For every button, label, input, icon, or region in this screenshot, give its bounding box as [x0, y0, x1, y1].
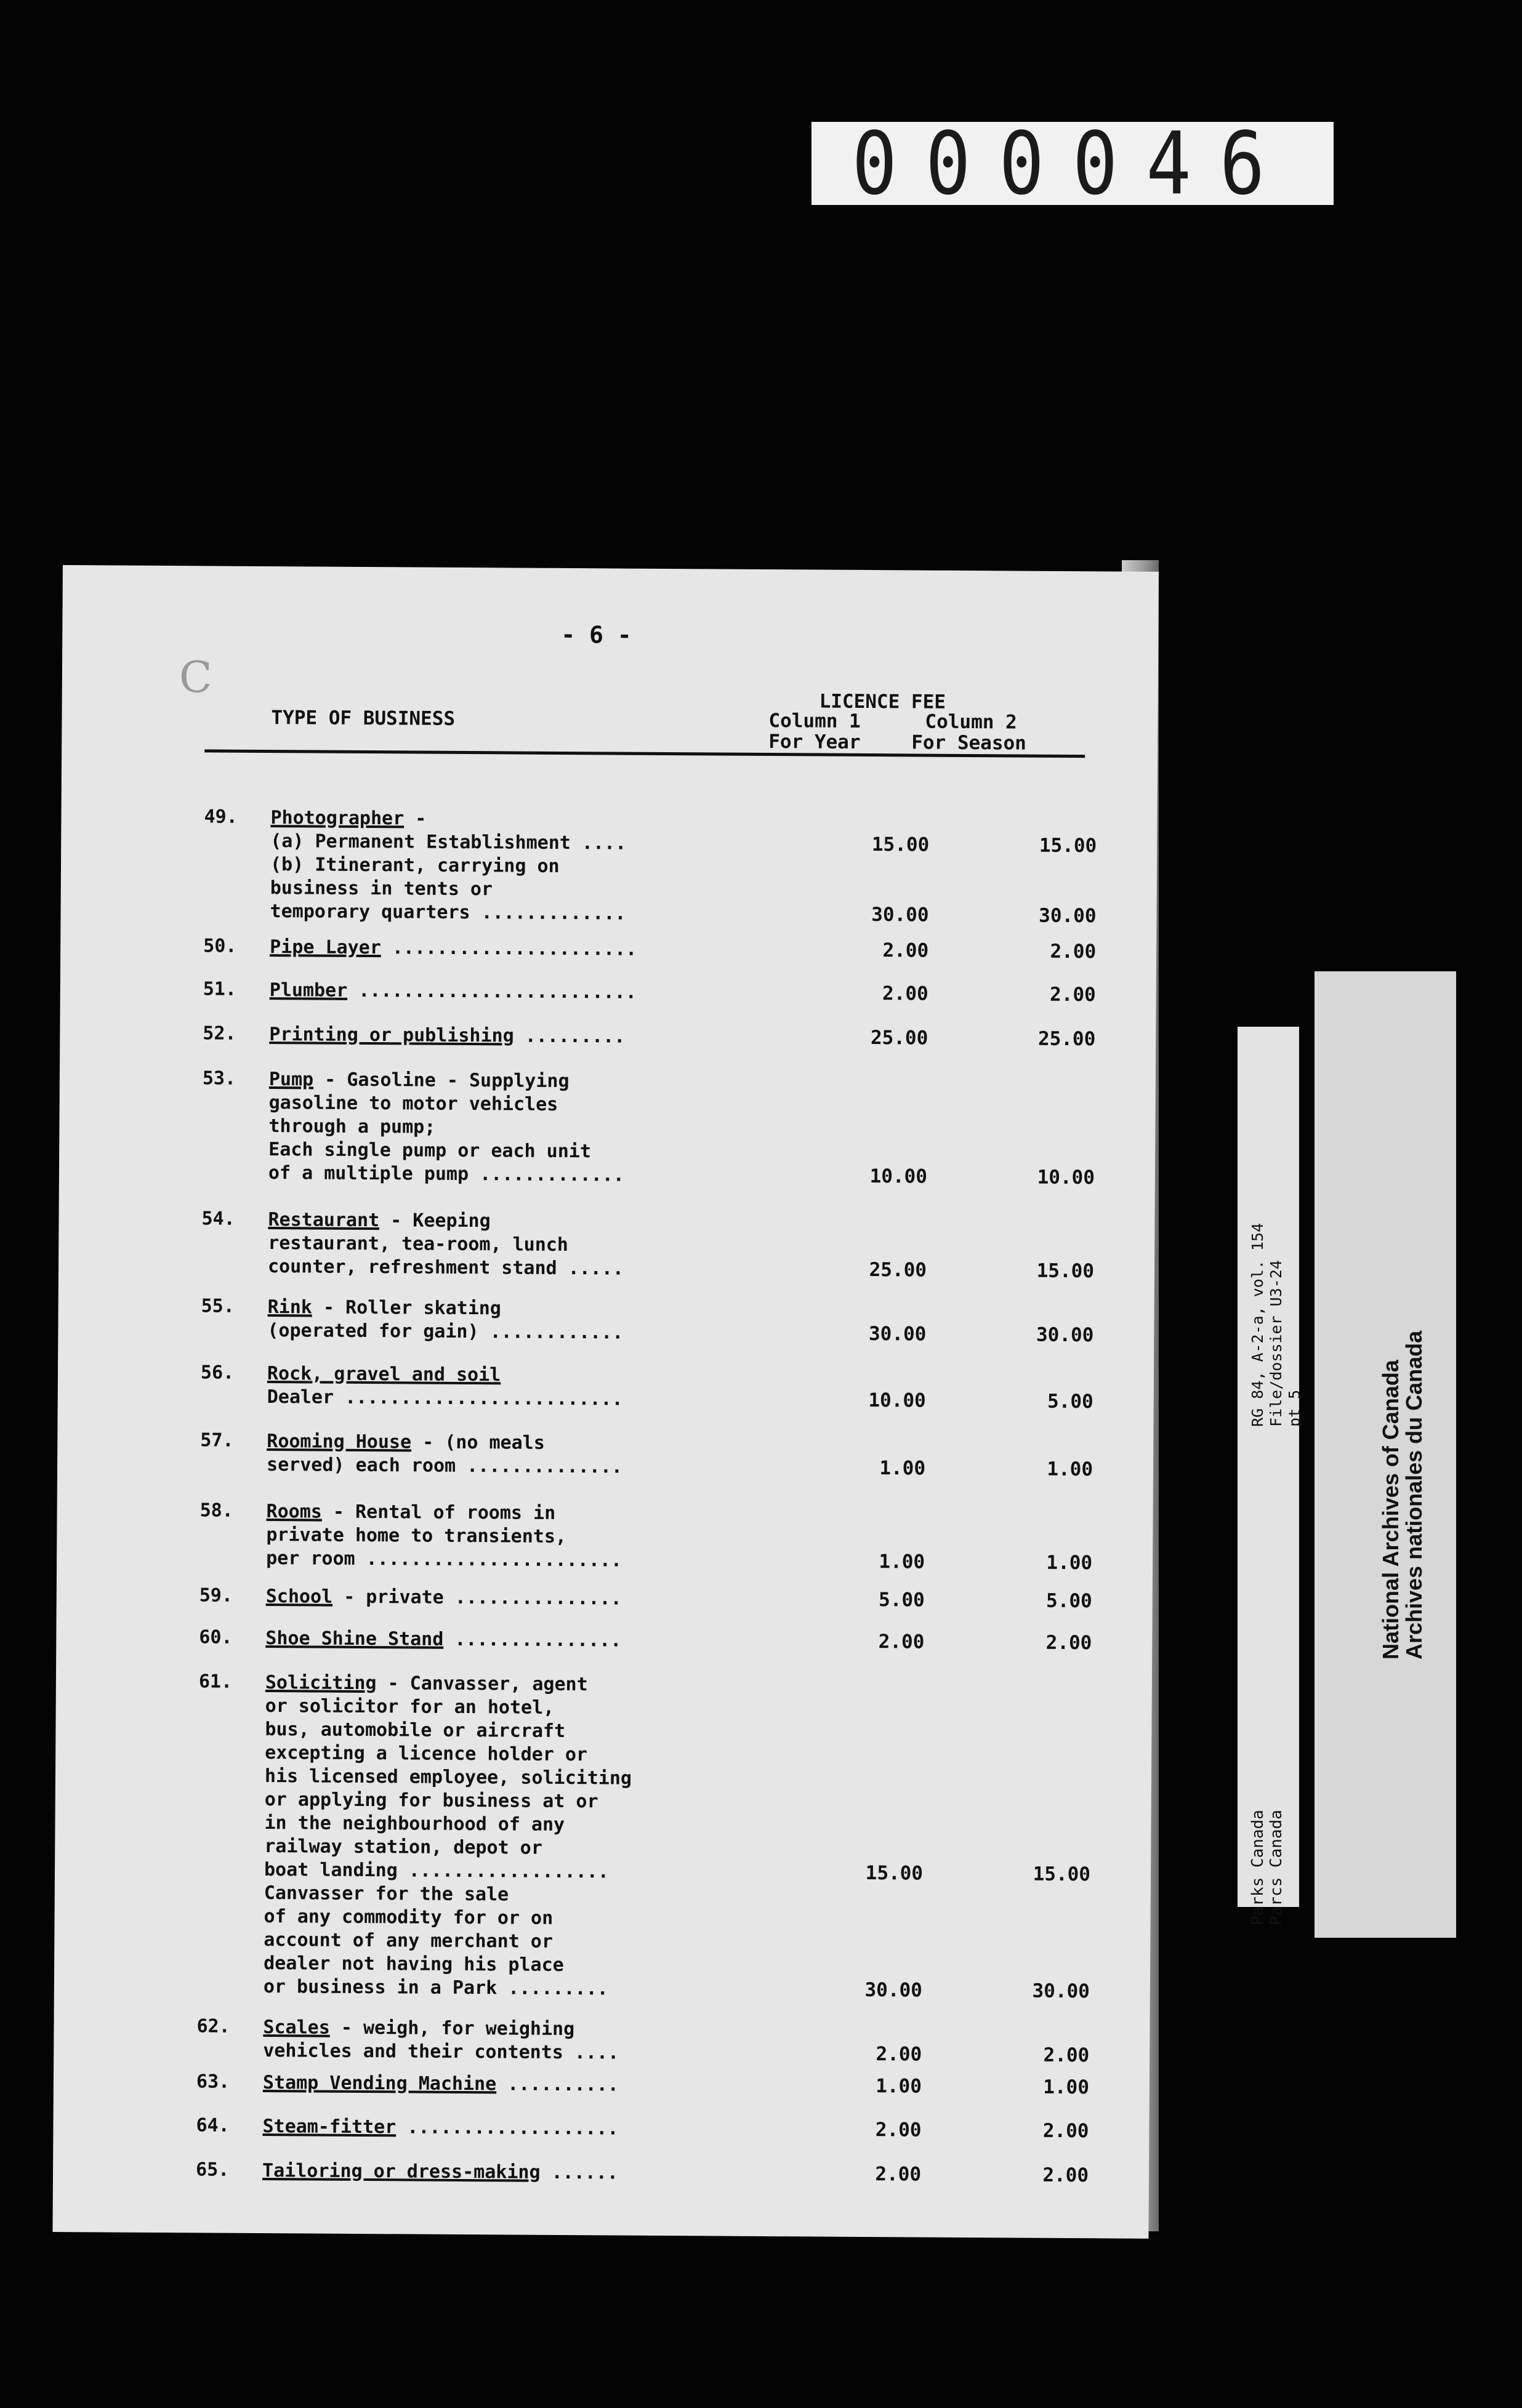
archives-line-1: National Archives of Canada [1378, 1360, 1403, 1660]
fee-per-season: 5.00 [1045, 1589, 1092, 1613]
entry-description [268, 1208, 736, 1282]
fee-per-year: 2.00 [882, 982, 928, 1005]
fee-per-year: 2.00 [882, 939, 929, 962]
fee-per-year: 30.00 [871, 904, 929, 926]
entry-number: 61. [198, 1671, 233, 1693]
entry-line: Shoe Shine Stand ............... [265, 1627, 622, 1651]
entry-description [266, 1500, 735, 1573]
entry-line: Rink - Roller skating [267, 1296, 502, 1320]
page-number: - 6 - [561, 620, 632, 649]
entry-number: 62. [196, 2015, 230, 2037]
fee-per-season: 15.00 [1039, 834, 1097, 857]
entry-line: (a) Permanent Establishment .... [270, 830, 627, 854]
entry-line: Rooms - Rental of rooms in [266, 1501, 556, 1524]
entry-description [269, 1023, 737, 1049]
entry-line: excepting a licence holder or [265, 1742, 588, 1766]
entry-number: 65. [195, 2159, 230, 2181]
entry-number: 64. [196, 2114, 230, 2137]
entry-line: Tailoring or dress-making ...... [262, 2160, 619, 2184]
entry-line: vehicles and their contents .... [263, 2040, 619, 2064]
fee-per-year: 2.00 [875, 2119, 922, 2141]
entry-line: business in tents or [270, 877, 493, 901]
entry-line: temporary quarters ............. [270, 901, 626, 925]
entry-number: 55. [201, 1295, 235, 1317]
fee-per-season: 1.00 [1047, 1458, 1093, 1481]
entry-line: Plumber ......................... [269, 979, 637, 1003]
entry-line: gasoline to motor vehicles [268, 1092, 558, 1115]
fee-per-season: 1.00 [1046, 1551, 1093, 1575]
fee-per-season: 2.00 [1042, 2164, 1089, 2187]
entry-line: Photographer - [270, 807, 427, 830]
agency-line-2: Parcs Canada [1267, 1810, 1286, 1925]
fee-per-season: 30.00 [1039, 904, 1097, 928]
entry-line: of any commodity for or on [264, 1906, 554, 1929]
entry-row [53, 2158, 1149, 2187]
entry-line: Rooming House - (no meals [267, 1431, 545, 1454]
entry-line: (b) Itinerant, carrying on [270, 854, 560, 877]
fee-per-year: 15.00 [865, 1862, 924, 1885]
entry-line: in the neighbourhood of any [264, 1812, 565, 1836]
agency-text [1249, 1810, 1286, 1925]
entry-line: of a multiple pump ............. [268, 1162, 625, 1186]
entry-row [56, 1626, 1152, 1655]
fee-per-year: 1.00 [876, 2075, 922, 2098]
entry-row [58, 1361, 1154, 1413]
fee-per-season: 2.00 [1045, 1631, 1092, 1655]
header-col2-line2: For Season [911, 731, 1027, 755]
entry-line: (operated for gain) ............ [267, 1320, 624, 1344]
entry-row [57, 1499, 1153, 1575]
entry-row [62, 805, 1158, 928]
entry-row [60, 934, 1156, 963]
archives-label [1315, 971, 1456, 1938]
entry-number: 63. [196, 2071, 230, 2093]
entry-line: Scales - weigh, for weighing [263, 2017, 575, 2041]
entry-row [58, 1294, 1154, 1347]
fee-per-season: 2.00 [1042, 2119, 1089, 2143]
archive-reference-text [1249, 1223, 1304, 1427]
entry-line: School - private ............... [265, 1586, 622, 1610]
entry-line: his licensed employee, soliciting [264, 1765, 632, 1789]
archives-text [1379, 1331, 1426, 1660]
agency-line-1: Parks Canada [1249, 1810, 1267, 1925]
fee-per-season: 15.00 [1033, 1863, 1091, 1886]
fee-per-year: 10.00 [868, 1389, 926, 1412]
fee-per-season: 30.00 [1032, 1980, 1090, 2003]
header-licence-fee: LICENCE FEE [819, 690, 946, 713]
entry-line: or applying for business at or [264, 1789, 598, 1813]
entry-description [267, 1296, 735, 1346]
entry-number: 60. [199, 1626, 233, 1648]
fee-per-season: 2.00 [1043, 2044, 1090, 2067]
fee-per-year: 15.00 [871, 833, 930, 856]
entry-row [57, 1429, 1153, 1481]
fee-per-year: 1.00 [879, 1551, 925, 1573]
entry-row [60, 977, 1156, 1006]
fee-per-season: 1.00 [1043, 2076, 1090, 2099]
document-page [52, 565, 1159, 2239]
entry-line: Steam-fitter ................... [262, 2116, 619, 2140]
entry-number: 52. [203, 1022, 236, 1045]
fee-per-season: 2.00 [1050, 983, 1096, 1006]
entry-line: counter, refreshment stand ..... [267, 1256, 624, 1280]
entry-description [262, 2159, 730, 2186]
fee-per-season: 2.00 [1050, 940, 1097, 963]
header-col2-line1: Column 2 [925, 710, 1017, 734]
fee-per-year: 25.00 [869, 1259, 927, 1282]
header-type-of-business: TYPE OF BUSINESS [271, 707, 456, 730]
entry-number: 49. [204, 806, 238, 828]
entry-description [270, 806, 738, 926]
reference-line-2: File/dossier U3-24 [1267, 1260, 1285, 1427]
entry-row [59, 1207, 1155, 1283]
reference-line-3: pt 5 [1286, 1389, 1303, 1427]
frame-number-label [811, 113, 1334, 214]
reference-line-1: RG 84, A-2-a, vol. 154 [1249, 1222, 1266, 1427]
entry-row [54, 2114, 1150, 2143]
entry-row [60, 1067, 1156, 1189]
entry-description [264, 1671, 733, 2002]
entry-number: 58. [199, 1499, 233, 1522]
entry-line: dealer not having his place [264, 1952, 564, 1977]
fee-per-year: 1.00 [879, 1457, 926, 1480]
fee-per-season: 5.00 [1047, 1390, 1093, 1413]
entry-line: per room ....................... [266, 1547, 622, 1571]
entry-description [265, 1627, 733, 1653]
archive-reference-label [1238, 1027, 1303, 1925]
frame-number: 000046 [852, 113, 1294, 214]
header-col1-line2: For Year [768, 731, 861, 753]
entry-description [266, 1585, 734, 1611]
entry-description [262, 2115, 730, 2141]
entry-number: 51. [203, 978, 237, 1000]
entry-row [54, 2070, 1150, 2099]
entry-row [56, 1670, 1152, 2003]
fee-per-year: 2.00 [876, 2043, 922, 2066]
entry-line: Rock, gravel and soil [267, 1363, 501, 1386]
entry-description [263, 2016, 731, 2066]
entry-line: Dealer ......................... [267, 1386, 623, 1410]
entry-row [57, 1584, 1153, 1613]
fee-per-year: 2.00 [878, 1631, 925, 1653]
entry-description [270, 979, 738, 1005]
entry-row [54, 2015, 1150, 2067]
entry-number: 56. [200, 1362, 235, 1384]
entry-line: account of any merchant or [264, 1929, 554, 1952]
margin-mark-icon: C [179, 652, 212, 703]
fee-per-year: 30.00 [864, 1979, 922, 2002]
entry-number: 53. [202, 1067, 236, 1090]
entry-line: Pipe Layer ...................... [270, 936, 637, 960]
entry-line: railway station, depot or [264, 1836, 542, 1859]
archives-line-2: Archives nationales du Canada [1401, 1330, 1427, 1660]
entry-line: or business in a Park ......... [263, 1976, 608, 2000]
fee-per-year: 10.00 [869, 1165, 928, 1188]
entry-line: Stamp Vending Machine .......... [262, 2072, 619, 2096]
entry-line: restaurant, tea-room, lunch [268, 1232, 569, 1256]
fee-per-year: 5.00 [878, 1589, 925, 1611]
entry-line: Each single pump or each unit [268, 1139, 592, 1163]
header-col1-line1: Column 1 [768, 710, 861, 732]
entry-line: or solicitor for an hotel, [265, 1695, 555, 1719]
entry-line: bus, automobile or aircraft [265, 1719, 566, 1743]
fee-per-year: 25.00 [870, 1027, 928, 1049]
entry-line: Printing or publishing ......... [269, 1024, 626, 1048]
fee-per-season: 15.00 [1036, 1259, 1095, 1283]
entry-line: Pump - Gasoline - Supplying [268, 1069, 570, 1093]
entry-line: boat landing .................. [264, 1859, 610, 1883]
entry-description [263, 2071, 731, 2098]
fee-per-season: 25.00 [1037, 1027, 1096, 1051]
entry-number: 57. [200, 1429, 234, 1451]
entry-number: 54. [201, 1208, 235, 1230]
fee-per-year: 30.00 [868, 1323, 927, 1346]
entry-line: Restaurant - Keeping [268, 1209, 491, 1232]
entry-row [60, 1022, 1156, 1051]
entry-line: private home to transients, [266, 1524, 567, 1548]
entry-line: through a pump; [268, 1115, 436, 1138]
entry-description [267, 1362, 735, 1412]
entry-number: 50. [203, 935, 237, 957]
entry-line: served) each room .............. [266, 1454, 623, 1478]
entry-description [267, 1430, 735, 1480]
fee-per-season: 10.00 [1037, 1166, 1095, 1189]
fee-per-year: 2.00 [875, 2163, 922, 2186]
fee-per-season: 30.00 [1036, 1323, 1094, 1347]
entry-number: 59. [199, 1584, 233, 1607]
entry-description [268, 1068, 737, 1188]
entry-line: Soliciting - Canvasser, agent [265, 1672, 588, 1696]
entry-line: Canvasser for the sale [264, 1882, 509, 1906]
entry-description [270, 936, 738, 962]
